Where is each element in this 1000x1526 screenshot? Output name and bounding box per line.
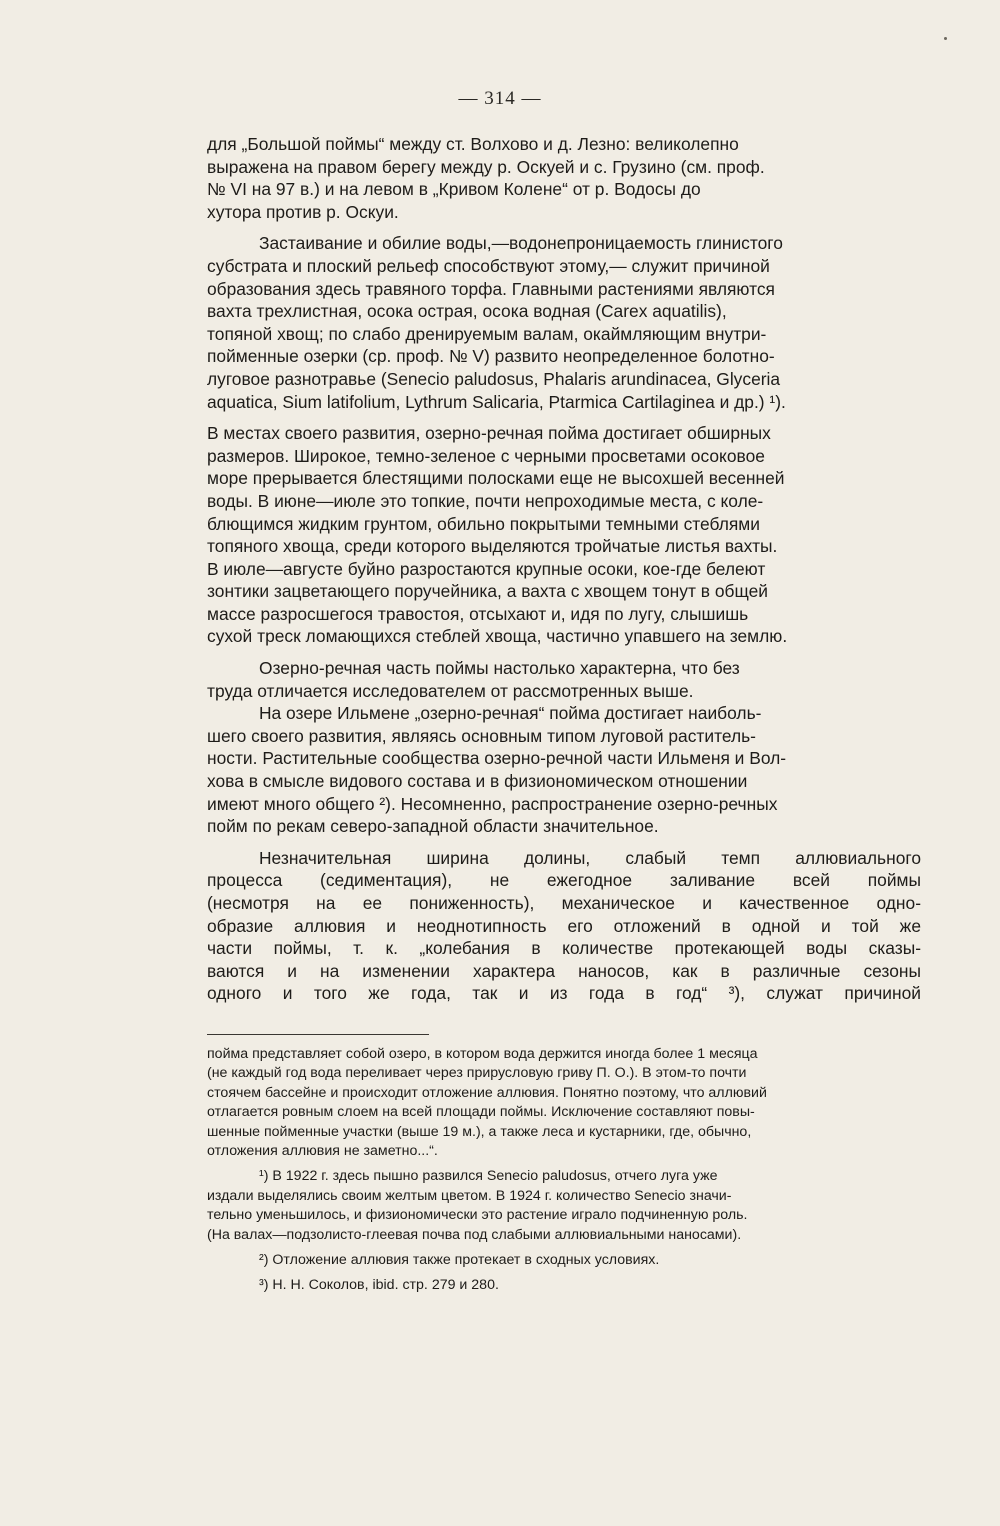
- paper-speck: [944, 37, 947, 40]
- paragraph-2: Застаивание и обилие воды,—водонепроницаемость глинистого субстрата и плоский рельеф способствуют этому,— служит причиной образования здесь травяного торфа. Главными растениями являются вахта трехлистная, осока острая, осока водная (Carex aquatilis), топяной хвощ; по слабо дренируемым валам, окаймляющим внутри- пойменные озерки (ср. проф. № V) развито неопределенное болотно- луговое разнотравье (Senecio paludosus, Phalaris arundinacea, Glyceria aquatica, Sium latifolium, Lythrum Salicaria, Ptarmica Cartilaginea и др.) ¹).: [207, 233, 786, 412]
- paragraph-3: В местах своего развития, озерно-речная пойма достигает обширных размеров. Широкое, темно-зеленое с черными просветами осоковое море прерывается блестящими полосками еще не высохшей весенней воды. В июне—июле это топкие, почти непроходимые места, с коле- блющимся жидким грунтом, обильно покрытыми темными стеблями топяного хвоща, среди которого выделяются тройчатые листья вахты. В июле—августе буйно разростаются крупные осоки, кое-где белеют зонтики зацветающего поручейника, а вахта с хвощем тонут в общей массе разросшегося травостоя, отсыхают и, идя по лугу, слышишь сухой треск ломающихся стеблей хвоща, частично упавшего на землю.: [207, 423, 788, 647]
- page-number: — 314 —: [458, 88, 542, 109]
- footnote-1: ¹) В 1922 г. здесь пышно развился Senecio paludosus, отчего луга уже издали выделялись своим желтым цветом. В 1924 г. количество Senecio значи- тельно уменьшилось, и физиономически это растение играло подчиненную роль. (На валах—подзолисто-глеевая почва под слабыми аллювиальными наносами).: [207, 1168, 748, 1243]
- footnote-3: ³) Н. Н. Соколов, ibid. стр. 279 и 280.: [259, 1277, 499, 1294]
- paragraph-6: Незначительная ширина долины, слабый темп аллювиального процесса (седиментация), не ежегодное заливание всей поймы (несмотря на ее пониженность), механическое и качественное одно- образие аллювия и неоднотипность его отложений в одной и той же части поймы, т. к. „колебания в количестве протекающей воды сказы- ваются и на изменении характера наносов, как в различные сезоны одного и того же года, так и из года в год“ ³), служат причиной: [207, 847, 921, 1004]
- paragraph-4: Озерно-речная часть поймы настолько характерна, что без труда отличается исследователем от рассмотренных выше.: [207, 658, 740, 701]
- main-text: [207, 133, 921, 1005]
- footnote-divider: [207, 1034, 429, 1035]
- paragraph-5: На озере Ильмене „озерно-речная“ пойма достигает наиболь- шего своего развития, являясь основным типом луговой раститель- ности. Растительные сообщества озерно-речной части Ильменя и Вол- хова в смысле видового состава и в физиономическом отношении имеют много общего ²). Несомненно, распространение озерно-речных пойм по рекам северо-западной области значительное.: [207, 703, 787, 837]
- footnote-2: ²) Отложение аллювия также протекает в сходных условиях.: [259, 1252, 660, 1269]
- paragraph-1: для „Большой поймы“ между ст. Волхово и д. Лезно: великолепно выражена на правом берегу между р. Оскуей и с. Грузино (см. проф. № VI на 97 в.) и на левом в „Кривом Колене“ от р. Водосы до хутора против р. Оскуи.: [207, 134, 765, 222]
- footnote-continuation: пойма представляет собой озеро, в котором вода держится иногда более 1 месяца (не каждый год вода переливает через прирусловую гриву П. О.). В этом-то почти стоячем бассейне и происходит отложение аллювия. Понятно поэтому, что аллювий отлагается ровным слоем на всей площади поймы. Исключение составляют повы- шенные пойменные участки (выше 19 м.), а также леса и кустарники, где, обычно, отложения аллювия не заметно...“.: [207, 1046, 767, 1160]
- footnotes: [207, 1045, 921, 1296]
